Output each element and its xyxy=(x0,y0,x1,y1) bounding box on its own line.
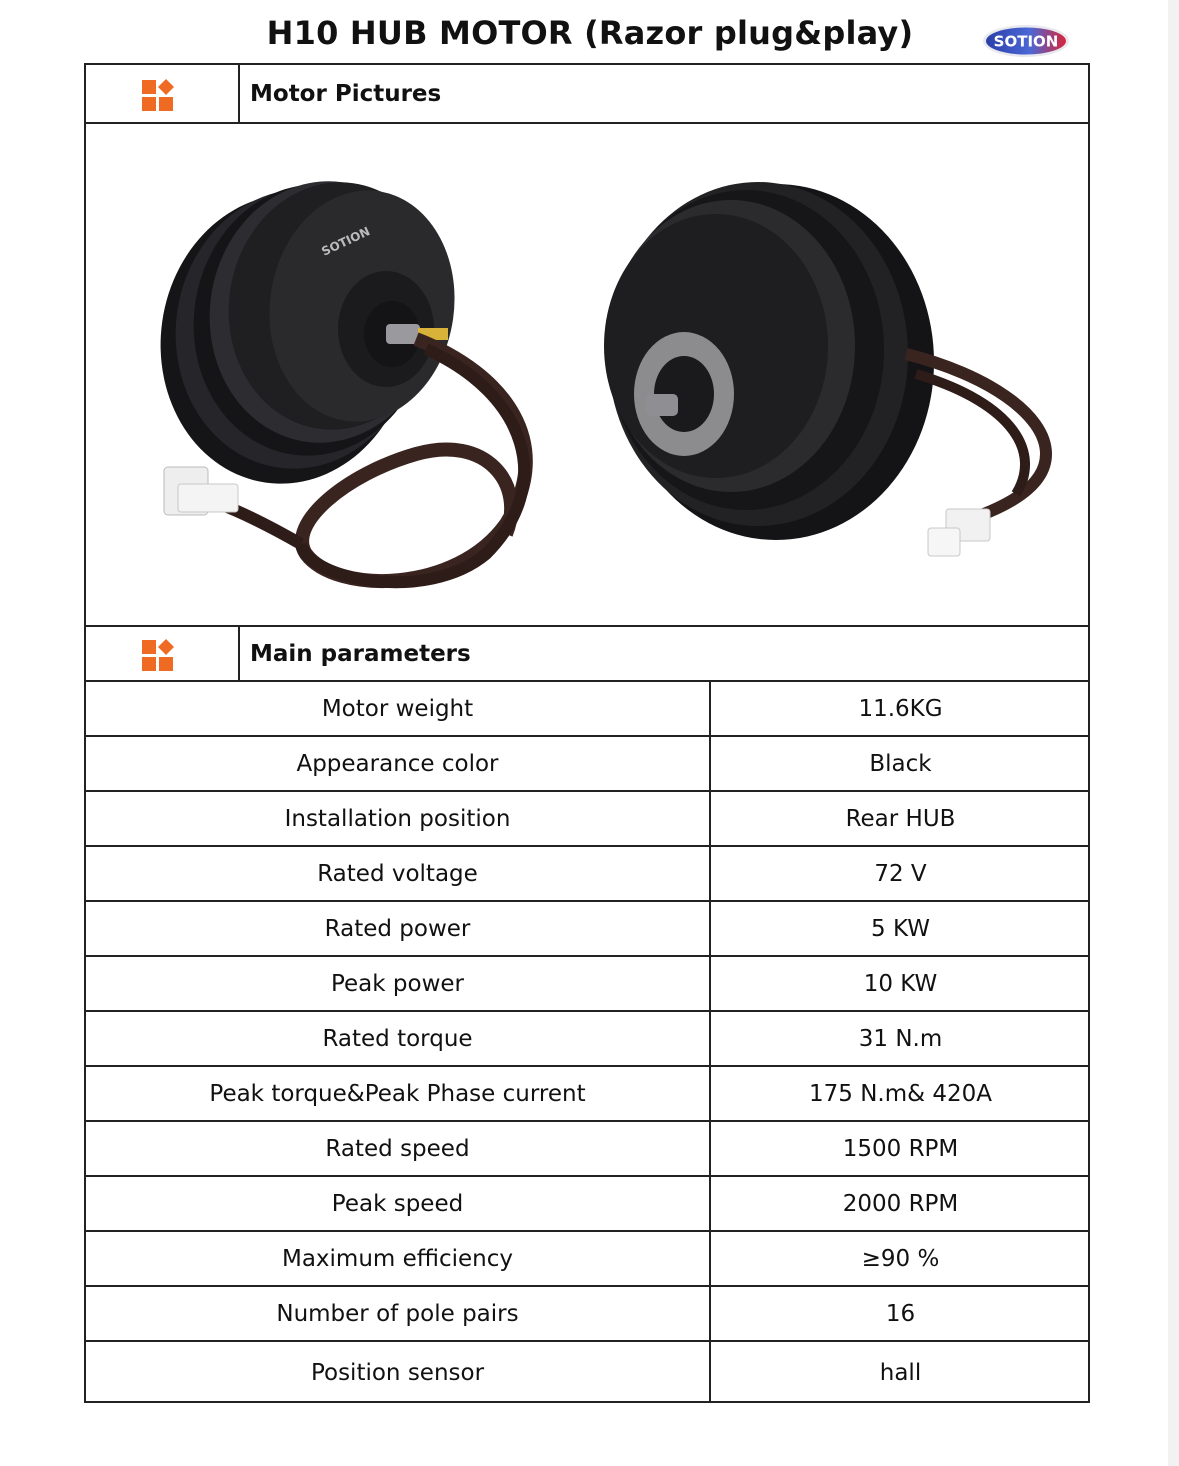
param-label: Rated speed xyxy=(325,1135,470,1162)
param-label: Number of pole pairs xyxy=(276,1300,519,1327)
table-row xyxy=(86,1067,1088,1120)
param-value: 175 N.m& 420A xyxy=(808,1080,992,1107)
table-row xyxy=(86,1342,1088,1403)
param-value: 5 KW xyxy=(871,915,930,942)
param-value: 16 xyxy=(885,1300,916,1327)
param-value: Rear HUB xyxy=(845,805,956,832)
param-value: 11.6KG xyxy=(858,695,943,722)
table-row xyxy=(86,847,1088,900)
orange-blocks-icon xyxy=(140,77,176,113)
param-label: Rated voltage xyxy=(317,860,478,887)
table-row xyxy=(86,737,1088,790)
param-label: Motor weight xyxy=(321,695,474,722)
motor-photos xyxy=(86,124,1088,626)
section-title-parameters: Main parameters xyxy=(250,641,471,667)
table-row xyxy=(86,792,1088,845)
param-value: ≥90 % xyxy=(861,1245,940,1272)
param-label: Appearance color xyxy=(296,750,499,777)
rule xyxy=(86,625,1088,627)
table-row xyxy=(86,682,1088,735)
table-row xyxy=(86,1122,1088,1175)
param-label: Peak power xyxy=(330,970,464,997)
param-label: Peak speed xyxy=(331,1190,464,1217)
param-value: 1500 RPM xyxy=(842,1135,959,1162)
table-row xyxy=(86,1232,1088,1285)
spec-sheet xyxy=(84,63,1090,1403)
section-divider xyxy=(238,65,240,123)
sotion-logo xyxy=(982,24,1070,58)
motor-photo-right xyxy=(604,182,1046,556)
section-divider xyxy=(238,627,240,682)
param-label: Maximum efficiency xyxy=(281,1245,514,1272)
orange-blocks-icon xyxy=(140,637,176,673)
page-title: H10 HUB MOTOR (Razor plug&play) xyxy=(266,14,914,52)
param-label: Position sensor xyxy=(310,1359,485,1386)
table-row xyxy=(86,1287,1088,1340)
table-row xyxy=(86,902,1088,955)
param-value: 72 V xyxy=(874,860,927,887)
param-value: hall xyxy=(879,1359,922,1386)
table-row xyxy=(86,1177,1088,1230)
param-value: 10 KW xyxy=(863,970,938,997)
section-title-pictures: Motor Pictures xyxy=(250,81,442,107)
motor-photo-left xyxy=(142,166,526,582)
param-label: Rated power xyxy=(324,915,471,942)
table-row xyxy=(86,1012,1088,1065)
param-value: Black xyxy=(869,750,932,777)
param-value: 31 N.m xyxy=(858,1025,943,1052)
page-edge-strip xyxy=(1168,0,1179,1466)
table-row xyxy=(86,957,1088,1010)
param-label: Installation position xyxy=(284,805,511,832)
svg-text:SOTION: SOTION xyxy=(993,32,1059,51)
param-value: 2000 RPM xyxy=(842,1190,959,1217)
svg-text:SOTION: SOTION xyxy=(319,224,373,259)
param-label: Rated torque xyxy=(322,1025,473,1052)
param-label: Peak torque&Peak Phase current xyxy=(209,1080,586,1107)
